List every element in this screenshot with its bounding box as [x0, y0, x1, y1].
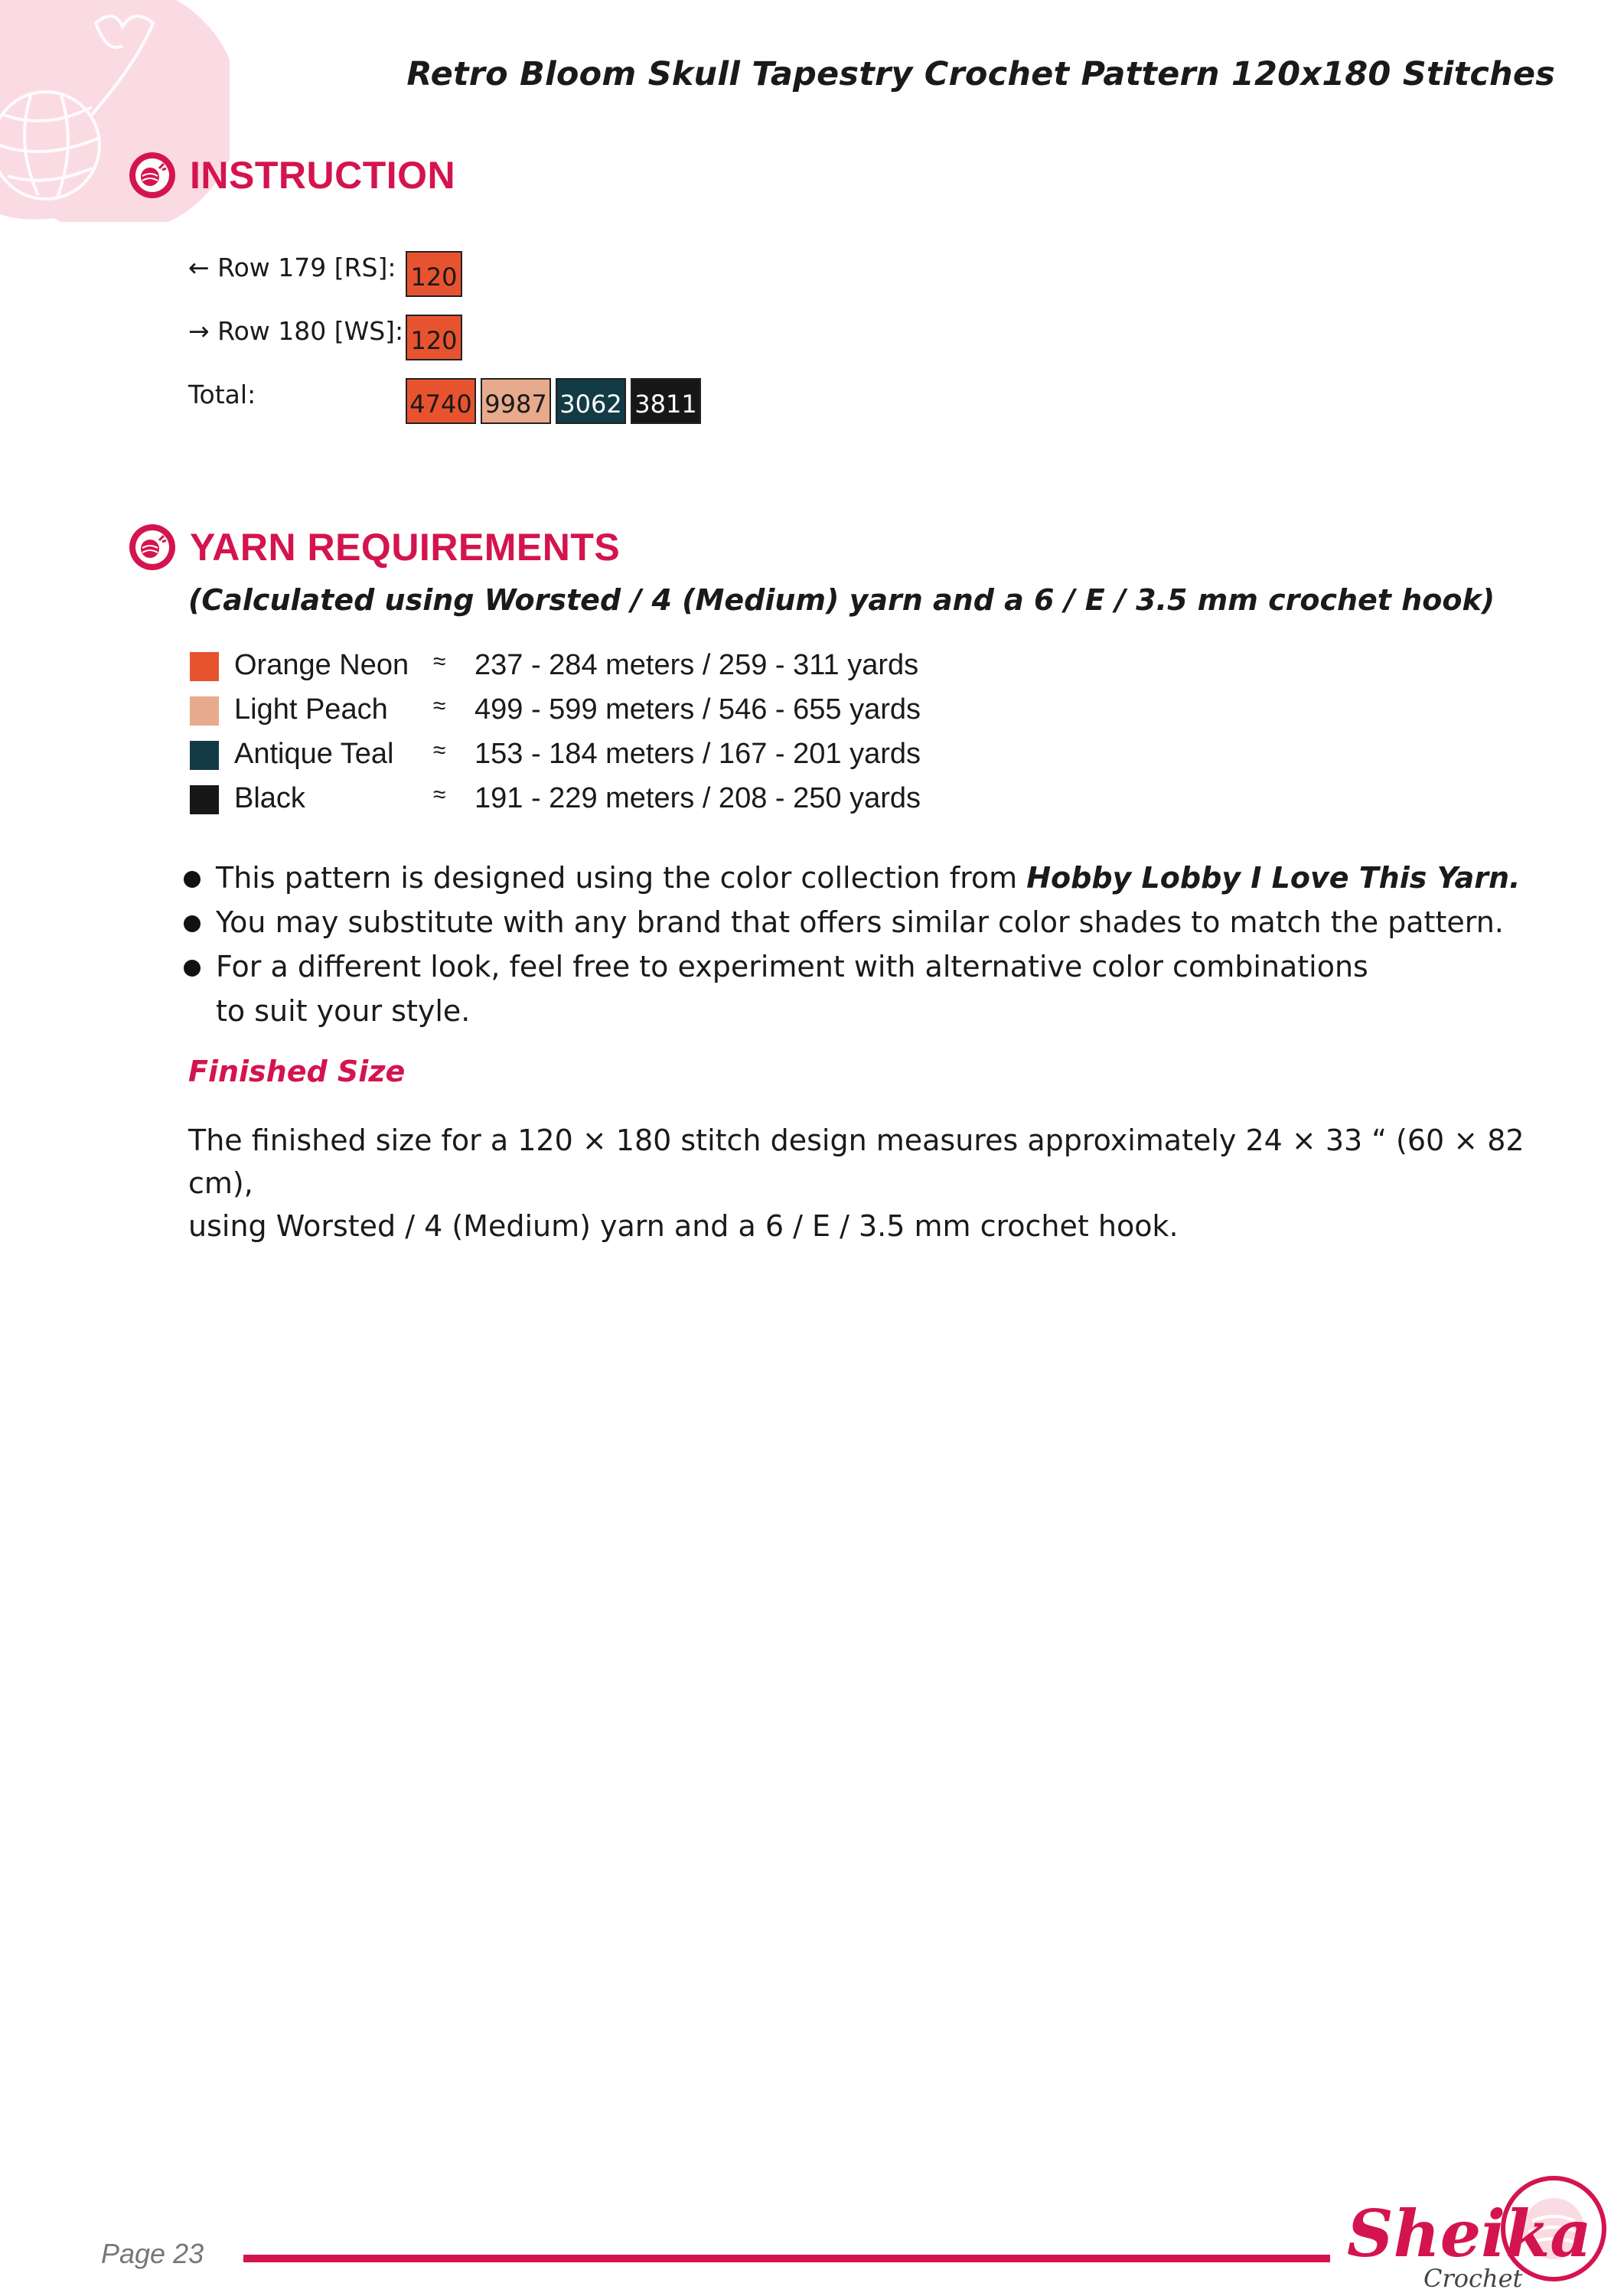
- logo-text: Sheika: [1347, 2196, 1592, 2272]
- total-cell-black: 3811: [631, 378, 701, 424]
- bullet-text: For a different look, feel free to experiment with alternative color combinations: [216, 950, 1368, 983]
- yarn-badge-icon: [129, 152, 176, 199]
- finished-size-text: [188, 1119, 1551, 1247]
- yarn-swatch: [190, 696, 219, 726]
- row-179-cells: [406, 251, 467, 297]
- approx-symbol: ≈: [433, 782, 446, 807]
- yarn-name: Light Peach: [234, 693, 388, 726]
- row-179-label: ← Row 179 [RS]:: [188, 253, 396, 282]
- row-180-cells: [406, 315, 467, 360]
- bullet-text: This pattern is designed using the color collection from: [216, 861, 1027, 895]
- yarn-swatch: [190, 652, 219, 681]
- instruction-heading-text: INSTRUCTION: [190, 154, 456, 197]
- yarn-amount: 499 - 599 meters / 546 - 655 yards: [474, 693, 921, 726]
- yarn-requirements-heading: [129, 523, 620, 571]
- yarn-swatch: [190, 785, 219, 814]
- yarn-notes: [184, 856, 1520, 1033]
- instruction-heading: [129, 152, 455, 199]
- approx-symbol: ≈: [433, 738, 446, 763]
- row-180-cell: 120: [406, 315, 462, 360]
- yarn-name: Antique Teal: [234, 738, 394, 770]
- footer-divider: [243, 2255, 1330, 2262]
- total-cell-orange: 4740: [406, 378, 476, 424]
- bullet-dot-icon: [184, 960, 201, 977]
- total-cell-teal: 3062: [556, 378, 626, 424]
- yarn-swatch: [190, 741, 219, 770]
- bullet-text: You may substitute with any brand that offers similar color shades to match the pattern.: [216, 905, 1504, 939]
- row-179-cell: 120: [406, 251, 462, 297]
- brand-emphasis: Hobby Lobby I Love This Yarn.: [1026, 861, 1521, 895]
- yarn-badge-icon: [129, 523, 176, 571]
- bullet-continuation: to suit your style.: [216, 994, 471, 1028]
- page-number: Page 23: [101, 2238, 204, 2269]
- bullet-item: [184, 856, 1520, 900]
- finished-size-heading: Finished Size: [188, 1055, 406, 1088]
- approx-symbol: ≈: [433, 649, 446, 674]
- yarn-heading-text: YARN REQUIREMENTS: [190, 526, 621, 569]
- yarn-subtitle: (Calculated using Worsted / 4 (Medium) yarn and a 6 / E / 3.5 mm crochet hook): [188, 583, 1495, 617]
- total-cell-peach: 9987: [481, 378, 551, 424]
- yarn-amount: 153 - 184 meters / 167 - 201 yards: [474, 738, 921, 770]
- logo-subtext: Crochet: [1423, 2264, 1523, 2293]
- document-title: Retro Bloom Skull Tapestry Crochet Pattern 120x180 Stitches: [406, 55, 1555, 93]
- bullet-dot-icon: [184, 871, 201, 888]
- bullet-item: [184, 944, 1520, 989]
- yarn-name: Orange Neon: [234, 649, 409, 681]
- row-180-label: → Row 180 [WS]:: [188, 316, 404, 346]
- total-label: Total:: [188, 380, 256, 409]
- approx-symbol: ≈: [433, 693, 446, 719]
- finished-size-line: The finished size for a 120 × 180 stitch design measures approximately 24 × 33 “ (60 × 82 cm),: [188, 1124, 1525, 1200]
- yarn-amount: 191 - 229 meters / 208 - 250 yards: [474, 782, 921, 814]
- yarn-name: Black: [234, 782, 305, 814]
- total-cells: [406, 378, 706, 424]
- finished-size-line: using Worsted / 4 (Medium) yarn and a 6 / E / 3.5 mm crochet hook.: [188, 1209, 1179, 1243]
- yarn-amount: 237 - 284 meters / 259 - 311 yards: [474, 649, 919, 681]
- bullet-dot-icon: [184, 915, 201, 932]
- brand-logo: [1332, 2174, 1607, 2296]
- bullet-item: [184, 900, 1520, 944]
